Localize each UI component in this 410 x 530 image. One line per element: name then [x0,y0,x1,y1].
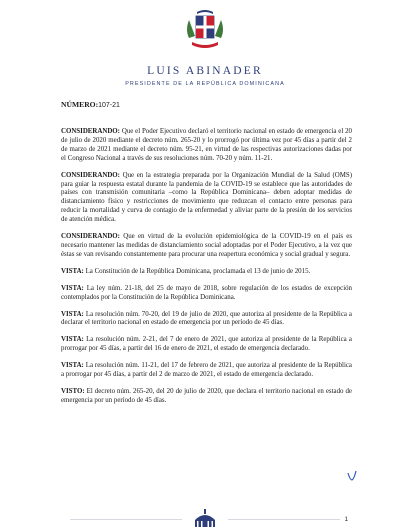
vista-paragraph [61,362,352,380]
paragraph-text: La ley núm. 21-18, del 25 de mayo de 2018, sobre regulación de los estados de excepción contemplados por la Constitución de la República Dominicana. [61,284,352,301]
paragraph-lead: VISTO: [61,387,85,395]
letterhead [0,8,410,87]
paragraph-lead: VISTA: [61,362,84,370]
page-number: 1 [344,517,348,523]
decree-number-value: 107-21 [98,102,120,109]
paragraph-text: Que en virtud de la evolución epidemiológica de la COVID-19 en el país es necesario mantener las medidas de distanciamiento social adoptadas por el Poder Ejecutivo, a la vez que éstas se van revisando constantemente para procurar una reapertura económica y social gradual y segura. [61,233,352,258]
paragraph-text: La resolución núm. 2-21, del 7 de enero de 2021, que autoriza al presidente de la República a prorrogar por 45 días, a partir del 16 de enero de 2021, el estado de emergencia declarado. [61,336,352,353]
paragraph-text: La resolución núm. 11-21, del 17 de febrero de 2021, que autoriza al presidente de la República a prorrogar por 45 días, a partir del 2 de marzo de 2021, el estado de emergencia declarado. [61,362,352,379]
office-title: PRESIDENTE DE LA REPÚBLICA DOMINICANA [125,81,285,87]
paragraph-text: La resolución núm. 70-20, del 19 de julio de 2020, que autoriza al presidente de la República a declarar el territorio nacional en estado de emergencia por un período de 45 días. [61,310,352,327]
paragraph-text: Que en la estrategia preparada por la Organización Mundial de la Salud (OMS) para guiar la respuesta estatal durante la pandemia de la COVID-19 se establece que las autoridades de países con transmisión comunitaria –como la República Dominicana– deben adoptar medidas de distanciamiento físico y restricciones de movimiento que reduzcan el contacto entre personas para reducir la mortalidad y curva de contagio de la enfermedad y aliviar parte de la presión de los servicios de atención médica. [61,171,352,224]
paragraph-text: El decreto núm. 265-20, del 20 de julio de 2020, que declara el territorio nacional en estado de emergencia por un período de 45 días. [61,387,352,404]
page-footer [0,506,410,530]
paragraph-lead: VISTA: [61,267,84,275]
president-name: LUIS ABINADER [147,65,263,77]
paragraph-lead: CONSIDERANDO: [61,128,120,135]
vista-paragraph [61,311,352,329]
paragraph-lead: VISTA: [61,310,84,318]
vista-paragraph [61,285,352,303]
palace-dome-icon [191,509,219,527]
considerando-paragraph [61,172,352,225]
paragraph-lead: CONSIDERANDO: [61,233,120,241]
visto-paragraph [61,388,352,406]
considerando-paragraph [61,233,352,260]
paragraph-lead: CONSIDERANDO: [61,171,120,179]
paragraph-text: Que el Poder Ejecutivo declaró el territorio nacional en estado de emergencia el 20 de julio de 2020 mediante el decreto núm. 265-20 y lo prorrogó por última vez por 45 días a partir del 2 de marzo de 2021 mediante el decreto núm. 95-21, en virtud de las respectivas autorizaciones dadas por el Congreso Nacional a través de sus resoluciones núm. 70-20 y núm. 11-21. [61,128,352,162]
footer-rule-left [70,519,182,520]
decree-number-label: NÚMERO: [61,100,99,109]
paragraph-text: La Constitución de la República Dominicana, proclamada el 13 de junio de 2015. [83,267,311,275]
vista-paragraph [61,336,352,354]
paragraph-lead: VISTA: [61,284,84,292]
footer-rule-right [228,519,340,520]
coat-of-arms-icon [183,8,227,54]
vista-paragraph [61,268,352,277]
considerando-paragraph [61,128,352,164]
decree-number [61,100,120,109]
decree-body [61,128,352,414]
initial-mark-icon [346,470,358,482]
paragraph-lead: VISTA: [61,336,84,344]
